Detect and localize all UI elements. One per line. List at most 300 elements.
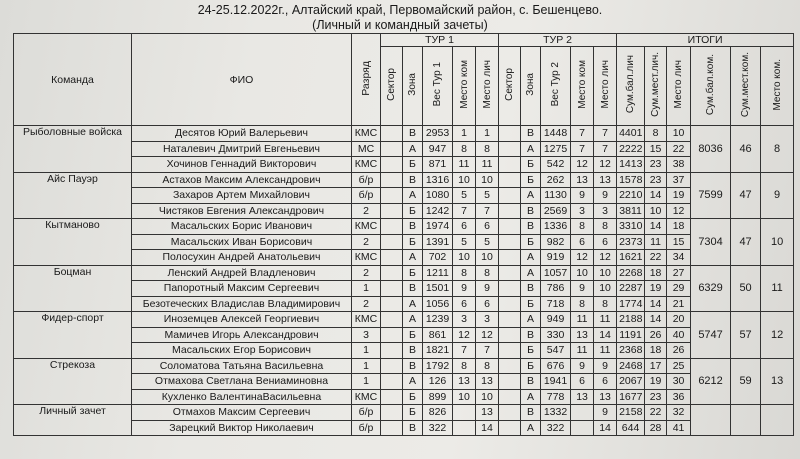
sum-places-cell: 15 <box>645 141 667 157</box>
col-place-team1-label: Место ком <box>458 60 470 109</box>
col-sector1-header <box>381 47 403 126</box>
sector2-cell <box>499 141 521 157</box>
zone1-cell: А <box>403 188 423 204</box>
rank-cell: КМС <box>352 312 381 328</box>
sum-places-cell: 8 <box>645 126 667 142</box>
sum-places-cell: 19 <box>645 374 667 390</box>
place-team2-cell: 8 <box>571 296 594 312</box>
team-places-cell: 57 <box>731 312 761 359</box>
place-team2-cell: 13 <box>571 172 594 188</box>
place-team2-cell: 11 <box>571 312 594 328</box>
sector1-cell <box>381 420 403 436</box>
team-pts-cell: 5747 <box>691 312 731 359</box>
place-pers-total-cell: 21 <box>667 296 691 312</box>
sum-places-cell: 10 <box>645 203 667 219</box>
zone1-cell: А <box>403 374 423 390</box>
rank-cell: 2 <box>352 265 381 281</box>
participant-name-cell: Хочинов Геннадий Викторович <box>132 157 352 173</box>
rank-cell: 1 <box>352 374 381 390</box>
sector1-cell <box>381 157 403 173</box>
place-pers-total-cell: 18 <box>667 219 691 235</box>
place-team1-cell <box>453 420 476 436</box>
weight1-cell: 1056 <box>423 296 453 312</box>
zone2-cell: Б <box>521 172 541 188</box>
col-weight1-label: Вес Тур 1 <box>432 62 443 107</box>
sum-places-cell: 11 <box>645 234 667 250</box>
zone1-cell: Б <box>403 234 423 250</box>
col-team-pts-label: Сум.бал.ком. <box>705 53 717 116</box>
weight1-cell: 861 <box>423 327 453 343</box>
zone2-cell: А <box>521 141 541 157</box>
weight1-cell: 871 <box>423 157 453 173</box>
zone2-cell: В <box>521 405 541 421</box>
zone1-cell: В <box>403 126 423 142</box>
sector1-cell <box>381 312 403 328</box>
rank-cell: 3 <box>352 327 381 343</box>
table-row <box>14 374 794 390</box>
sector2-cell <box>499 374 521 390</box>
table-row <box>14 188 794 204</box>
participant-name-cell: Наталевич Дмитрий Евгеньевич <box>132 141 352 157</box>
place-team1-cell <box>453 405 476 421</box>
place-pers1-cell: 9 <box>476 281 499 297</box>
weight1-cell: 1316 <box>423 172 453 188</box>
weight2-cell: 262 <box>541 172 571 188</box>
col-zone2-label: Зона <box>525 73 537 96</box>
sector2-cell <box>499 389 521 405</box>
sum-pts-cell: 2210 <box>617 188 645 204</box>
place-team2-cell: 6 <box>571 374 594 390</box>
sector1-cell <box>381 234 403 250</box>
place-pers2-cell: 9 <box>594 188 617 204</box>
team-place-cell: 9 <box>761 172 794 219</box>
sum-places-cell: 23 <box>645 172 667 188</box>
weight1-cell: 126 <box>423 374 453 390</box>
team-name-cell: Боцман <box>14 265 132 312</box>
team-place-cell <box>761 405 794 436</box>
weight2-cell: 718 <box>541 296 571 312</box>
team-places-cell: 47 <box>731 219 761 266</box>
place-pers1-cell: 1 <box>476 126 499 142</box>
col-zone1-header <box>403 47 423 126</box>
zone1-cell: В <box>403 219 423 235</box>
place-team1-cell: 11 <box>453 157 476 173</box>
weight2-cell: 1275 <box>541 141 571 157</box>
place-pers1-cell: 8 <box>476 265 499 281</box>
sector1-cell <box>381 250 403 266</box>
place-pers2-cell: 9 <box>594 358 617 374</box>
sector1-cell <box>381 141 403 157</box>
sum-pts-cell: 3811 <box>617 203 645 219</box>
weight2-cell: 1336 <box>541 219 571 235</box>
rank-cell: б/р <box>352 420 381 436</box>
weight1-cell: 826 <box>423 405 453 421</box>
zone1-cell: Б <box>403 405 423 421</box>
team-places-cell: 47 <box>731 172 761 219</box>
zone2-cell: А <box>521 389 541 405</box>
rank-cell: КМС <box>352 389 381 405</box>
sum-places-cell: 17 <box>645 358 667 374</box>
participant-name-cell: Масальских Борис Иванович <box>132 219 352 235</box>
participant-name-cell: Захаров Артем Михайлович <box>132 188 352 204</box>
place-pers1-cell: 5 <box>476 188 499 204</box>
place-pers2-cell: 6 <box>594 374 617 390</box>
zone2-cell: Б <box>521 343 541 359</box>
place-team2-cell: 7 <box>571 126 594 142</box>
document-header-line2: (Личный и командный зачеты) <box>312 18 488 32</box>
participant-name-cell: Астахов Максим Александрович <box>132 172 352 188</box>
place-pers1-cell: 10 <box>476 389 499 405</box>
sector1-cell <box>381 343 403 359</box>
col-team-header: Команда <box>14 34 132 126</box>
weight1-cell: 322 <box>423 420 453 436</box>
place-pers-total-cell: 40 <box>667 327 691 343</box>
place-pers2-cell: 6 <box>594 234 617 250</box>
sum-pts-cell: 1578 <box>617 172 645 188</box>
zone2-cell: В <box>521 126 541 142</box>
col-sum-places-label: Сум.мест.лич. <box>650 52 662 117</box>
participant-name-cell: Отмахова Светлана Вениаминовна <box>132 374 352 390</box>
place-pers-total-cell: 25 <box>667 358 691 374</box>
sector2-cell <box>499 405 521 421</box>
sum-pts-cell: 4401 <box>617 126 645 142</box>
col-place-pers-total-header <box>667 47 691 126</box>
table-row <box>14 234 794 250</box>
sector1-cell <box>381 358 403 374</box>
rank-cell: б/р <box>352 188 381 204</box>
col-team-places-header <box>731 47 761 126</box>
col-sector1-label: Сектор <box>386 68 397 101</box>
place-pers-total-cell: 20 <box>667 312 691 328</box>
place-team1-cell: 10 <box>453 389 476 405</box>
place-team1-cell: 8 <box>453 358 476 374</box>
table-row <box>14 296 794 312</box>
place-team1-cell: 13 <box>453 374 476 390</box>
sum-places-cell: 23 <box>645 157 667 173</box>
rank-cell: КМС <box>352 157 381 173</box>
weight2-cell: 1941 <box>541 374 571 390</box>
sum-pts-cell: 2158 <box>617 405 645 421</box>
zone1-cell: А <box>403 296 423 312</box>
place-pers-total-cell: 29 <box>667 281 691 297</box>
place-pers-total-cell: 10 <box>667 126 691 142</box>
sector2-cell <box>499 343 521 359</box>
weight1-cell: 702 <box>423 250 453 266</box>
team-place-cell: 12 <box>761 312 794 359</box>
sum-places-cell: 19 <box>645 281 667 297</box>
zone1-cell: В <box>403 343 423 359</box>
team-pts-cell: 6212 <box>691 358 731 405</box>
table-row <box>14 141 794 157</box>
participant-name-cell: Десятов Юрий Валерьевич <box>132 126 352 142</box>
sum-places-cell: 26 <box>645 327 667 343</box>
results-table <box>13 33 794 436</box>
sector1-cell <box>381 265 403 281</box>
team-places-cell: 59 <box>731 358 761 405</box>
place-pers-total-cell: 22 <box>667 141 691 157</box>
zone1-cell: Б <box>403 327 423 343</box>
sector1-cell <box>381 405 403 421</box>
table-row <box>14 157 794 173</box>
place-pers2-cell: 7 <box>594 126 617 142</box>
team-name-cell: Айс Пауэр <box>14 172 132 219</box>
place-team2-cell: 10 <box>571 265 594 281</box>
sum-pts-cell: 1774 <box>617 296 645 312</box>
place-pers-total-cell: 26 <box>667 343 691 359</box>
table-row <box>14 420 794 436</box>
rank-cell: 1 <box>352 281 381 297</box>
place-team2-cell: 13 <box>571 389 594 405</box>
place-pers-total-cell: 15 <box>667 234 691 250</box>
sector2-cell <box>499 188 521 204</box>
place-team1-cell: 3 <box>453 312 476 328</box>
place-team1-cell: 6 <box>453 219 476 235</box>
zone2-cell: А <box>521 312 541 328</box>
place-team1-cell: 5 <box>453 234 476 250</box>
place-team1-cell: 9 <box>453 281 476 297</box>
sum-places-cell: 14 <box>645 188 667 204</box>
participant-name-cell: Масальских Иван Борисович <box>132 234 352 250</box>
col-weight1-header <box>423 47 453 126</box>
place-pers2-cell: 13 <box>594 389 617 405</box>
weight2-cell: 330 <box>541 327 571 343</box>
participant-name-cell: Соломатова Татьяна Васильевна <box>132 358 352 374</box>
participant-name-cell: Масальских Егор Борисович <box>132 343 352 359</box>
zone2-cell: В <box>521 374 541 390</box>
place-team1-cell: 7 <box>453 343 476 359</box>
place-pers1-cell: 8 <box>476 141 499 157</box>
rank-cell: 2 <box>352 234 381 250</box>
sum-places-cell: 14 <box>645 219 667 235</box>
place-pers2-cell: 9 <box>594 405 617 421</box>
weight2-cell: 1130 <box>541 188 571 204</box>
col-weight2-header <box>541 47 571 126</box>
participant-name-cell: Чистяков Евгения Александрович <box>132 203 352 219</box>
team-name-cell: Личный зачет <box>14 405 132 436</box>
weight1-cell: 1391 <box>423 234 453 250</box>
zone2-cell: В <box>521 327 541 343</box>
team-pts-cell: 7304 <box>691 219 731 266</box>
sector2-cell <box>499 203 521 219</box>
weight2-cell: 1332 <box>541 405 571 421</box>
place-pers1-cell: 14 <box>476 420 499 436</box>
participant-name-cell: Кухленко ВалентинаВасильевна <box>132 389 352 405</box>
sum-places-cell: 22 <box>645 405 667 421</box>
sector2-cell <box>499 157 521 173</box>
place-pers-total-cell: 30 <box>667 374 691 390</box>
team-name-cell: Кытманово <box>14 219 132 266</box>
sector2-cell <box>499 312 521 328</box>
place-pers-total-cell: 34 <box>667 250 691 266</box>
team-place-cell: 10 <box>761 219 794 266</box>
sum-places-cell: 18 <box>645 265 667 281</box>
zone1-cell: А <box>403 312 423 328</box>
place-pers1-cell: 11 <box>476 157 499 173</box>
place-pers2-cell: 3 <box>594 203 617 219</box>
place-team1-cell: 10 <box>453 172 476 188</box>
place-team1-cell: 5 <box>453 188 476 204</box>
table-row <box>14 405 794 421</box>
place-team2-cell: 8 <box>571 219 594 235</box>
table-row <box>14 327 794 343</box>
place-pers1-cell: 7 <box>476 203 499 219</box>
sector2-cell <box>499 296 521 312</box>
zone1-cell: А <box>403 141 423 157</box>
weight1-cell: 1080 <box>423 188 453 204</box>
col-sum-places-header <box>645 47 667 126</box>
header-row-top <box>14 34 794 47</box>
sector1-cell <box>381 281 403 297</box>
weight2-cell: 949 <box>541 312 571 328</box>
participant-name-cell: Полосухин Андрей Анатольевич <box>132 250 352 266</box>
place-pers2-cell: 12 <box>594 250 617 266</box>
sector1-cell <box>381 219 403 235</box>
participant-name-cell: Безотеческих Владислав Владимирович <box>132 296 352 312</box>
rank-cell: КМС <box>352 126 381 142</box>
sector2-cell <box>499 327 521 343</box>
place-pers1-cell: 5 <box>476 234 499 250</box>
place-pers1-cell: 6 <box>476 219 499 235</box>
place-pers2-cell: 10 <box>594 265 617 281</box>
team-place-cell: 13 <box>761 358 794 405</box>
place-pers-total-cell: 37 <box>667 172 691 188</box>
place-pers-total-cell: 36 <box>667 389 691 405</box>
place-team1-cell: 6 <box>453 296 476 312</box>
zone2-cell: А <box>521 188 541 204</box>
place-pers2-cell: 7 <box>594 141 617 157</box>
place-team1-cell: 8 <box>453 141 476 157</box>
place-pers-total-cell: 27 <box>667 265 691 281</box>
sector1-cell <box>381 126 403 142</box>
rank-cell: 1 <box>352 358 381 374</box>
table-row <box>14 265 794 281</box>
weight2-cell: 322 <box>541 420 571 436</box>
weight2-cell: 786 <box>541 281 571 297</box>
place-team1-cell: 8 <box>453 265 476 281</box>
rank-cell: 2 <box>352 296 381 312</box>
rank-cell: б/р <box>352 172 381 188</box>
weight1-cell: 1239 <box>423 312 453 328</box>
sum-pts-cell: 2468 <box>617 358 645 374</box>
place-pers-total-cell: 41 <box>667 420 691 436</box>
col-rank-header <box>352 34 381 126</box>
team-place-cell: 11 <box>761 265 794 312</box>
rank-cell: 2 <box>352 203 381 219</box>
col-zone2-header <box>521 47 541 126</box>
place-pers2-cell: 13 <box>594 172 617 188</box>
table-row <box>14 312 794 328</box>
team-name-cell: Фидер-спорт <box>14 312 132 359</box>
place-pers-total-cell: 12 <box>667 203 691 219</box>
place-pers1-cell: 10 <box>476 250 499 266</box>
table-row <box>14 343 794 359</box>
col-place-pers1-header <box>476 47 499 126</box>
sum-pts-cell: 1621 <box>617 250 645 266</box>
place-pers2-cell: 10 <box>594 281 617 297</box>
col-place-pers-total-label: Место лич <box>673 60 685 109</box>
weight2-cell: 778 <box>541 389 571 405</box>
place-team2-cell: 12 <box>571 157 594 173</box>
zone1-cell: А <box>403 250 423 266</box>
table-row <box>14 172 794 188</box>
sector2-cell <box>499 219 521 235</box>
zone2-cell: Б <box>521 234 541 250</box>
totals-header: ИТОГИ <box>617 34 794 47</box>
zone2-cell: Б <box>521 296 541 312</box>
place-pers1-cell: 8 <box>476 358 499 374</box>
sector1-cell <box>381 389 403 405</box>
team-name-cell: Стрекоза <box>14 358 132 405</box>
zone2-cell: В <box>521 219 541 235</box>
sector2-cell <box>499 265 521 281</box>
place-pers2-cell: 12 <box>594 157 617 173</box>
place-team1-cell: 10 <box>453 250 476 266</box>
weight1-cell: 899 <box>423 389 453 405</box>
weight2-cell: 919 <box>541 250 571 266</box>
tour1-header: ТУР 1 <box>381 34 499 47</box>
results-body <box>14 126 794 436</box>
rank-cell: б/р <box>352 405 381 421</box>
sector1-cell <box>381 374 403 390</box>
table-row <box>14 281 794 297</box>
sum-pts-cell: 2067 <box>617 374 645 390</box>
weight2-cell: 547 <box>541 343 571 359</box>
place-team2-cell: 3 <box>571 203 594 219</box>
col-team-places-label: Сум.мест.ком. <box>740 51 752 118</box>
sum-pts-cell: 2188 <box>617 312 645 328</box>
zone1-cell: В <box>403 281 423 297</box>
sector2-cell <box>499 281 521 297</box>
col-team-place-label: Место ком. <box>771 58 783 111</box>
zone1-cell: Б <box>403 157 423 173</box>
zone1-cell: Б <box>403 265 423 281</box>
team-pts-cell <box>691 405 731 436</box>
sum-pts-cell: 2222 <box>617 141 645 157</box>
place-team2-cell: 6 <box>571 234 594 250</box>
weight1-cell: 1242 <box>423 203 453 219</box>
place-team2-cell: 11 <box>571 343 594 359</box>
zone2-cell: А <box>521 420 541 436</box>
weight1-cell: 1821 <box>423 343 453 359</box>
col-place-team2-header <box>571 47 594 126</box>
sum-pts-cell: 1413 <box>617 157 645 173</box>
place-team2-cell: 7 <box>571 141 594 157</box>
participant-name-cell: Папоротный Максим Сергеевич <box>132 281 352 297</box>
place-team2-cell <box>571 405 594 421</box>
table-row <box>14 389 794 405</box>
participant-name-cell: Ленский Андрей Владленович <box>132 265 352 281</box>
rank-cell: МС <box>352 141 381 157</box>
zone1-cell: В <box>403 420 423 436</box>
weight1-cell: 2953 <box>423 126 453 142</box>
col-sum-pts-label: Сум.бал.лич <box>625 55 637 114</box>
team-places-cell: 50 <box>731 265 761 312</box>
col-place-pers2-header <box>594 47 617 126</box>
team-pts-cell: 8036 <box>691 126 731 173</box>
table-row <box>14 358 794 374</box>
col-place-pers2-label: Место лич <box>599 60 611 109</box>
place-pers1-cell: 13 <box>476 405 499 421</box>
rank-cell: 1 <box>352 343 381 359</box>
zone2-cell: В <box>521 281 541 297</box>
team-pts-cell: 6329 <box>691 265 731 312</box>
sum-pts-cell: 1191 <box>617 327 645 343</box>
team-name-cell: Рыболовные войска <box>14 126 132 173</box>
zone1-cell: В <box>403 358 423 374</box>
zone2-cell: Б <box>521 157 541 173</box>
sum-pts-cell: 2368 <box>617 343 645 359</box>
participant-name-cell: Мамичев Игорь Александрович <box>132 327 352 343</box>
